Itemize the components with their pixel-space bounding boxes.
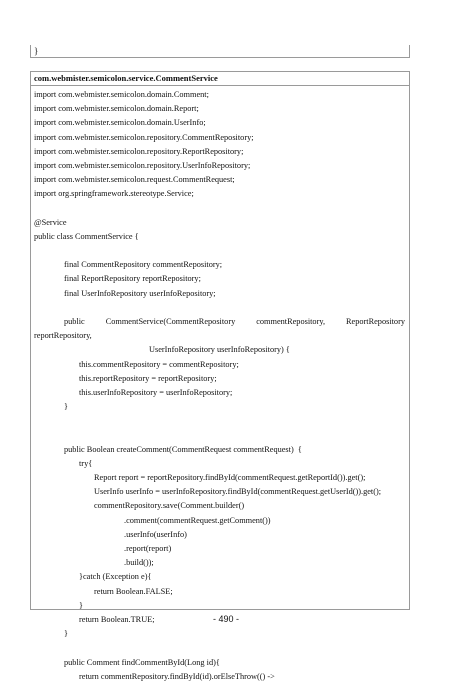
code-line: this.reportRepository = reportRepository; bbox=[79, 373, 217, 383]
code-line bbox=[31, 244, 409, 258]
code-line: import com.webmister.semicolon.repository.ReportRepository; bbox=[34, 146, 244, 156]
code-line: .report(report) bbox=[124, 544, 172, 553]
code-line: return commentRepository.findById(id).orElseThrow(() -> bbox=[79, 671, 275, 681]
code-line: import com.webmister.semicolon.domain.UserInfo; bbox=[34, 118, 206, 128]
code-line: .userInfo(userInfo) bbox=[124, 529, 187, 539]
code-line: import com.webmister.semicolon.repository.CommentRepository; bbox=[34, 132, 254, 142]
code-line: return Boolean.TRUE; bbox=[79, 614, 155, 624]
code-line: import com.webmister.semicolon.request.CommentRequest; bbox=[34, 175, 235, 185]
code-line: import com.webmister.semicolon.domain.Report; bbox=[34, 104, 199, 114]
code-line: Report report = reportRepository.findById(commentRequest.getReportId()).get(); bbox=[94, 473, 366, 483]
previous-code-box-end bbox=[30, 45, 410, 58]
code-line: public class CommentService { bbox=[34, 231, 139, 241]
code-line: } bbox=[79, 600, 83, 610]
code-line: @Service bbox=[34, 217, 67, 227]
code-line bbox=[31, 301, 409, 315]
code-token: commentRepository, bbox=[256, 317, 326, 326]
code-line: import com.webmister.semicolon.repository.UserInfoRepository; bbox=[34, 160, 251, 170]
closing-brace: } bbox=[34, 46, 39, 56]
code-line: .comment(commentRequest.getComment()) bbox=[124, 515, 271, 525]
code-line: final ReportRepository reportRepository; bbox=[64, 274, 201, 284]
code-line bbox=[31, 414, 409, 428]
code-line: .build()); bbox=[124, 558, 154, 568]
code-token: CommentService(CommentRepository bbox=[105, 317, 236, 326]
code-line: } bbox=[64, 629, 68, 639]
code-line: } bbox=[64, 402, 68, 412]
code-line: this.commentRepository = commentRepository; bbox=[79, 359, 239, 369]
code-line: import org.springframework.stereotype.Service; bbox=[34, 189, 194, 199]
code-body bbox=[31, 86, 409, 684]
code-line bbox=[31, 315, 409, 329]
code-line bbox=[31, 429, 409, 443]
code-line: try{ bbox=[79, 458, 93, 468]
code-line: final UserInfoRepository userInfoRepository; bbox=[64, 288, 216, 298]
code-line: reportRepository, bbox=[34, 331, 92, 341]
code-token: ReportRepository bbox=[346, 317, 405, 326]
code-line: final CommentRepository commentRepository; bbox=[64, 260, 223, 270]
code-line bbox=[31, 641, 409, 655]
code-token: public bbox=[64, 317, 85, 326]
code-line: import com.webmister.semicolon.domain.Comment; bbox=[34, 90, 209, 99]
page-number: - 490 - bbox=[212, 614, 239, 624]
code-line: UserInfoRepository userInfoRepository) { bbox=[149, 345, 290, 355]
code-file-header: com.webmister.semicolon.service.CommentService bbox=[31, 72, 409, 86]
code-line bbox=[31, 202, 409, 216]
code-line: this.userInfoRepository = userInfoRepository; bbox=[79, 387, 233, 397]
code-line: public Boolean createComment(CommentRequest commentRequest) { bbox=[64, 444, 302, 454]
code-line: commentRepository.save(Comment.builder() bbox=[94, 501, 245, 511]
code-line: UserInfo userInfo = userInfoRepository.findById(commentRequest.getUserId()).get(); bbox=[94, 487, 382, 497]
code-line: public Comment findCommentById(Long id){ bbox=[64, 657, 220, 667]
code-line: }catch (Exception e){ bbox=[79, 572, 152, 582]
code-line: return Boolean.FALSE; bbox=[94, 586, 173, 596]
